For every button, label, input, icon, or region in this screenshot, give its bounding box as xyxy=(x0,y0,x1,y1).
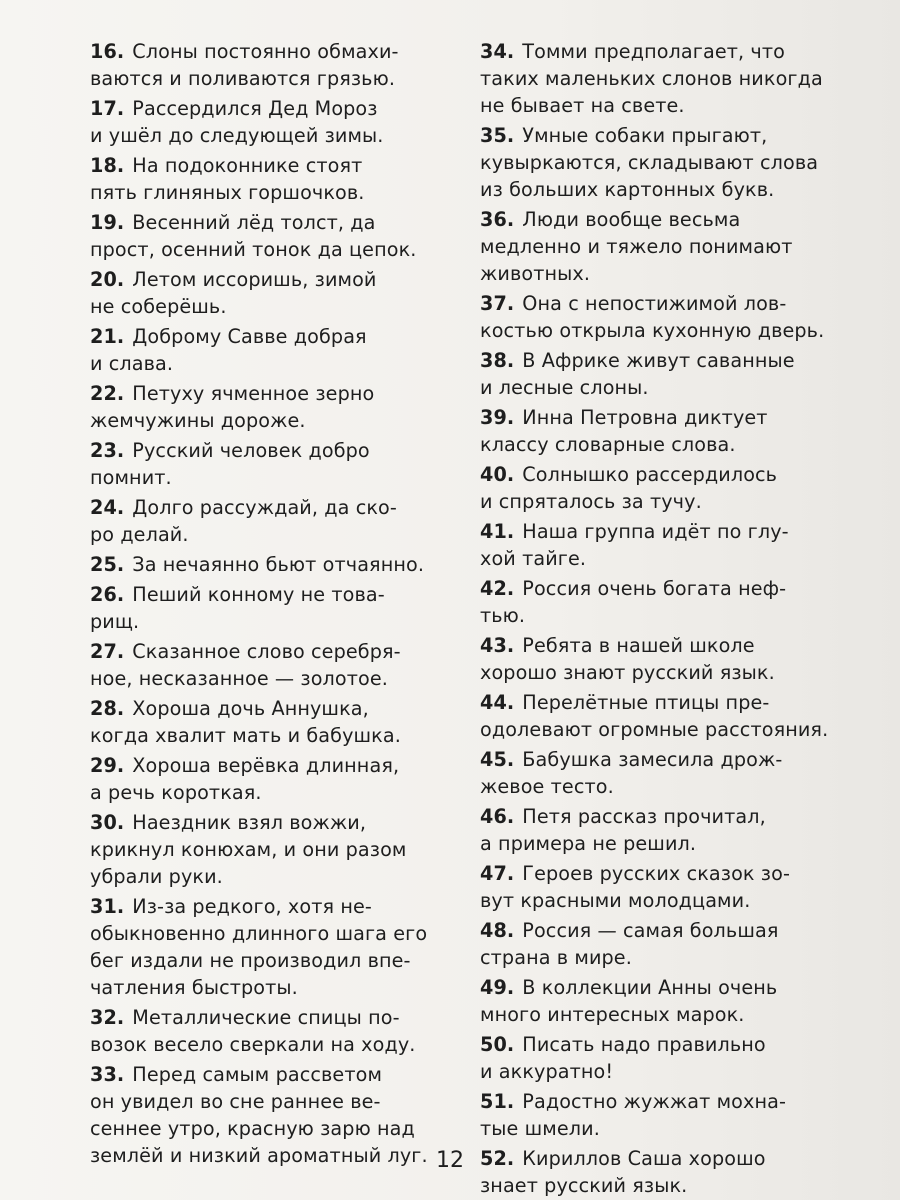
sentence-line xyxy=(90,1004,450,1031)
sentence-text: Солнышко рассердилось xyxy=(522,463,778,486)
sentence-line xyxy=(90,836,450,863)
sentence-number: 40. xyxy=(480,463,515,486)
sentence-number: 27. xyxy=(90,640,125,663)
sentence-item xyxy=(480,917,860,971)
sentence-line xyxy=(480,1031,860,1058)
sentence-text: Россия очень богата неф- xyxy=(522,577,787,600)
sentence-line xyxy=(480,689,860,716)
sentence-line xyxy=(90,1061,450,1088)
sentence-item xyxy=(480,404,860,458)
sentence-number: 24. xyxy=(90,496,125,519)
sentence-line xyxy=(90,638,450,665)
sentence-text: Петя рассказ прочитал, xyxy=(522,805,766,828)
sentence-line xyxy=(480,431,860,458)
sentence-text: На подоконнике стоят xyxy=(132,154,363,177)
sentence-line xyxy=(90,947,450,974)
sentence-text: Перед самым рассветом xyxy=(132,1063,383,1086)
sentence-item xyxy=(480,1088,860,1142)
sentence-line xyxy=(90,551,450,578)
sentence-item xyxy=(90,152,450,206)
sentence-line xyxy=(480,122,860,149)
sentence-number: 18. xyxy=(90,154,125,177)
sentence-text: прост, осенний тонок да цепок. xyxy=(90,238,417,261)
sentence-text: обыкновенно длинного шага его xyxy=(90,922,428,945)
sentence-number: 50. xyxy=(480,1033,515,1056)
sentence-text: сеннее утро, красную зарю над xyxy=(90,1117,415,1140)
sentence-text: Наездник взял вожжи, xyxy=(132,811,367,834)
sentence-number: 48. xyxy=(480,919,515,942)
sentence-item xyxy=(90,494,450,548)
sentence-text: а примера не решил. xyxy=(480,832,697,855)
sentence-line xyxy=(90,920,450,947)
sentence-line xyxy=(90,38,450,65)
sentence-number: 45. xyxy=(480,748,515,771)
sentence-line xyxy=(480,632,860,659)
sentence-line xyxy=(90,437,450,464)
sentence-item xyxy=(90,1004,450,1058)
sentence-item xyxy=(480,746,860,800)
sentence-text: убрали руки. xyxy=(90,865,223,888)
sentence-number: 21. xyxy=(90,325,125,348)
sentence-text: жевое тесто. xyxy=(480,775,614,798)
sentence-text: крикнул конюхам, и они разом xyxy=(90,838,407,861)
right-column xyxy=(480,38,860,1200)
sentence-line xyxy=(90,752,450,779)
sentence-text: Хороша дочь Аннушка, xyxy=(132,697,369,720)
sentence-item xyxy=(90,809,450,890)
sentence-number: 37. xyxy=(480,292,515,315)
sentence-text: Томми предполагает, что xyxy=(522,40,785,63)
sentence-item xyxy=(90,752,450,806)
sentence-item xyxy=(480,518,860,572)
sentence-item xyxy=(480,575,860,629)
sentence-line xyxy=(90,809,450,836)
sentence-line xyxy=(480,65,860,92)
sentence-line xyxy=(480,92,860,119)
sentence-text: классу словарные слова. xyxy=(480,433,736,456)
sentence-line xyxy=(480,488,860,515)
sentence-line xyxy=(90,122,450,149)
sentence-text: знает русский язык. xyxy=(480,1174,688,1197)
sentence-line xyxy=(90,863,450,890)
sentence-text: Героев русских сказок зо- xyxy=(522,862,790,885)
sentence-text: и аккуратно! xyxy=(480,1060,614,1083)
sentence-number: 52. xyxy=(480,1147,515,1170)
sentence-line xyxy=(90,1088,450,1115)
sentence-text: и ушёл до следующей зимы. xyxy=(90,124,384,147)
sentence-text: В коллекции Анны очень xyxy=(522,976,778,999)
sentence-line xyxy=(480,545,860,572)
sentence-line xyxy=(90,65,450,92)
sentence-text: тью. xyxy=(480,604,526,627)
sentence-line xyxy=(480,830,860,857)
sentence-line xyxy=(480,716,860,743)
sentence-line xyxy=(90,407,450,434)
sentence-number: 23. xyxy=(90,439,125,462)
sentence-text: из больших картонных букв. xyxy=(480,178,775,201)
sentence-line xyxy=(480,803,860,830)
sentence-line xyxy=(480,260,860,287)
sentence-number: 20. xyxy=(90,268,125,291)
sentence-line xyxy=(480,1115,860,1142)
sentence-text: Инна Петровна диктует xyxy=(522,406,768,429)
sentence-number: 25. xyxy=(90,553,125,576)
sentence-text: Металлические спицы по- xyxy=(132,1006,400,1029)
sentence-item xyxy=(90,581,450,635)
sentence-text: Весенний лёд толст, да xyxy=(132,211,376,234)
sentence-number: 32. xyxy=(90,1006,125,1029)
sentence-line xyxy=(90,665,450,692)
sentence-line xyxy=(480,518,860,545)
sentence-number: 34. xyxy=(480,40,515,63)
sentence-line xyxy=(480,347,860,374)
sentence-line xyxy=(480,176,860,203)
sentence-text: когда хвалит мать и бабушка. xyxy=(90,724,401,747)
sentence-item xyxy=(480,38,860,119)
sentence-line xyxy=(480,461,860,488)
sentence-line xyxy=(90,209,450,236)
sentence-number: 22. xyxy=(90,382,125,405)
sentence-number: 36. xyxy=(480,208,515,231)
sentence-line xyxy=(90,323,450,350)
sentence-line xyxy=(480,206,860,233)
sentence-text: костью открыла кухонную дверь. xyxy=(480,319,825,342)
sentence-line xyxy=(480,1058,860,1085)
sentence-line xyxy=(480,233,860,260)
sentence-item xyxy=(480,290,860,344)
sentence-number: 19. xyxy=(90,211,125,234)
sentence-text: Хороша верёвка длинная, xyxy=(132,754,400,777)
sentence-text: Долго рассуждай, да ско- xyxy=(132,496,397,519)
sentence-text: землёй и низкий ароматный луг. xyxy=(90,1144,428,1167)
sentence-line xyxy=(480,149,860,176)
sentence-text: и слава. xyxy=(90,352,174,375)
sentence-text: Из-за редкого, хотя не- xyxy=(132,895,372,918)
sentence-text: не соберёшь. xyxy=(90,295,227,318)
sentence-text: Бабушка замесила дрож- xyxy=(522,748,783,771)
sentence-line xyxy=(90,236,450,263)
sentence-text: Пеший конному не това- xyxy=(132,583,385,606)
sentence-text: Перелётные птицы пре- xyxy=(522,691,770,714)
sentence-number: 30. xyxy=(90,811,125,834)
sentence-item xyxy=(90,38,450,92)
sentence-number: 42. xyxy=(480,577,515,600)
sentence-text: Кириллов Саша хорошо xyxy=(522,1147,766,1170)
sentence-text: Она с непостижимой лов- xyxy=(522,292,787,315)
sentence-text: Радостно жужжат мохна- xyxy=(522,1090,786,1113)
sentence-text: вут красными молодцами. xyxy=(480,889,751,912)
sentence-text: Сказанное слово серебря- xyxy=(132,640,401,663)
sentence-number: 28. xyxy=(90,697,125,720)
sentence-item xyxy=(480,1031,860,1085)
sentence-text: помнит. xyxy=(90,466,172,489)
sentence-line xyxy=(480,773,860,800)
sentence-text: Люди вообще весьма xyxy=(522,208,741,231)
sentence-text: ное, несказанное — золотое. xyxy=(90,667,388,690)
sentence-line xyxy=(90,722,450,749)
sentence-text: За нечаянно бьют отчаянно. xyxy=(132,553,425,576)
sentence-line xyxy=(90,893,450,920)
sentence-line xyxy=(480,887,860,914)
sentence-line xyxy=(90,179,450,206)
sentence-item xyxy=(90,266,450,320)
sentence-item xyxy=(480,974,860,1028)
sentence-item xyxy=(480,122,860,203)
sentence-number: 33. xyxy=(90,1063,125,1086)
sentence-item xyxy=(90,209,450,263)
sentence-text: Писать надо правильно xyxy=(522,1033,766,1056)
sentence-item xyxy=(480,347,860,401)
sentence-text: Слоны постоянно обмахи- xyxy=(132,40,399,63)
sentence-line xyxy=(90,95,450,122)
sentence-line xyxy=(480,974,860,1001)
sentence-line xyxy=(90,521,450,548)
sentence-line xyxy=(90,380,450,407)
sentence-item xyxy=(90,323,450,377)
sentence-text: ваются и поливаются грязью. xyxy=(90,67,396,90)
sentence-text: хорошо знают русский язык. xyxy=(480,661,775,684)
sentence-text: Петуху ячменное зерно xyxy=(132,382,375,405)
sentence-text: Россия — самая большая xyxy=(522,919,779,942)
sentence-text: животных. xyxy=(480,262,591,285)
sentence-text: Русский человек добро xyxy=(132,439,370,462)
sentence-text: Доброму Савве добрая xyxy=(132,325,367,348)
sentence-item xyxy=(480,803,860,857)
sentence-line xyxy=(90,581,450,608)
sentence-item xyxy=(90,551,450,578)
sentence-text: и лесные слоны. xyxy=(480,376,649,399)
sentence-line xyxy=(90,779,450,806)
sentence-text: не бывает на свете. xyxy=(480,94,685,117)
sentence-line xyxy=(90,974,450,1001)
sentence-item xyxy=(90,695,450,749)
sentence-line xyxy=(480,860,860,887)
sentence-line xyxy=(90,1031,450,1058)
sentence-text: много интересных марок. xyxy=(480,1003,745,1026)
sentence-number: 16. xyxy=(90,40,125,63)
sentence-text: тые шмели. xyxy=(480,1117,600,1140)
sentence-number: 41. xyxy=(480,520,515,543)
sentence-text: Ребята в нашей школе xyxy=(522,634,755,657)
sentence-number: 46. xyxy=(480,805,515,828)
sentence-line xyxy=(480,404,860,431)
sentence-text: В Африке живут саванные xyxy=(522,349,795,372)
sentence-line xyxy=(90,695,450,722)
sentence-item xyxy=(90,95,450,149)
sentence-line xyxy=(90,464,450,491)
sentence-number: 31. xyxy=(90,895,125,918)
sentence-line xyxy=(90,293,450,320)
sentence-text: Летом иссоришь, зимой xyxy=(132,268,377,291)
sentence-line xyxy=(90,1115,450,1142)
sentence-item xyxy=(90,638,450,692)
sentence-text: Наша группа идёт по глу- xyxy=(522,520,789,543)
sentence-text: пять глиняных горшочков. xyxy=(90,181,365,204)
sentence-number: 49. xyxy=(480,976,515,999)
sentence-line xyxy=(480,374,860,401)
sentence-line xyxy=(480,290,860,317)
sentence-line xyxy=(90,350,450,377)
sentence-item xyxy=(90,437,450,491)
sentence-text: он увидел во сне раннее ве- xyxy=(90,1090,381,1113)
sentence-text: Рассердился Дед Мороз xyxy=(132,97,378,120)
sentence-number: 39. xyxy=(480,406,515,429)
sentence-line xyxy=(480,317,860,344)
sentence-line xyxy=(90,494,450,521)
sentence-number: 29. xyxy=(90,754,125,777)
sentence-text: рищ. xyxy=(90,610,140,633)
sentence-text: чатления быстроты. xyxy=(90,976,298,999)
sentence-text: кувыркаются, складывают слова xyxy=(480,151,819,174)
sentence-line xyxy=(480,602,860,629)
sentence-line xyxy=(480,38,860,65)
sentence-number: 26. xyxy=(90,583,125,606)
sentence-item xyxy=(480,632,860,686)
sentence-text: медленно и тяжело понимают xyxy=(480,235,793,258)
sentence-number: 47. xyxy=(480,862,515,885)
sentence-text: и спряталось за тучу. xyxy=(480,490,702,513)
sentence-item xyxy=(90,893,450,1001)
sentence-number: 17. xyxy=(90,97,125,120)
sentence-text: одолевают огромные расстояния. xyxy=(480,718,829,741)
sentence-line xyxy=(90,608,450,635)
sentence-line xyxy=(90,152,450,179)
sentence-text: Умные собаки прыгают, xyxy=(522,124,768,147)
sentence-text: таких маленьких слонов никогда xyxy=(480,67,823,90)
sentence-number: 51. xyxy=(480,1090,515,1113)
sentence-line xyxy=(480,746,860,773)
sentence-item xyxy=(480,689,860,743)
sentence-item xyxy=(480,461,860,515)
sentence-line xyxy=(480,944,860,971)
page-number: 12 xyxy=(436,1148,464,1173)
sentence-text: возок весело сверкали на ходу. xyxy=(90,1033,416,1056)
sentence-line xyxy=(480,1001,860,1028)
sentence-text: жемчужины дороже. xyxy=(90,409,306,432)
sentence-line xyxy=(480,575,860,602)
sentence-number: 38. xyxy=(480,349,515,372)
sentence-text: страна в мире. xyxy=(480,946,632,969)
sentence-item xyxy=(90,380,450,434)
sentence-text: ро делай. xyxy=(90,523,189,546)
sentence-line xyxy=(480,1088,860,1115)
sentence-number: 44. xyxy=(480,691,515,714)
sentence-line xyxy=(480,1172,860,1199)
sentence-text: хой тайге. xyxy=(480,547,587,570)
sentence-text: бег издали не производил впе- xyxy=(90,949,411,972)
sentence-number: 43. xyxy=(480,634,515,657)
sentence-line xyxy=(90,266,450,293)
sentence-item xyxy=(480,206,860,287)
sentence-text: а речь короткая. xyxy=(90,781,262,804)
sentence-number: 35. xyxy=(480,124,515,147)
sentence-item xyxy=(480,860,860,914)
left-column xyxy=(90,38,450,1172)
sentence-line xyxy=(480,659,860,686)
sentence-line xyxy=(480,917,860,944)
